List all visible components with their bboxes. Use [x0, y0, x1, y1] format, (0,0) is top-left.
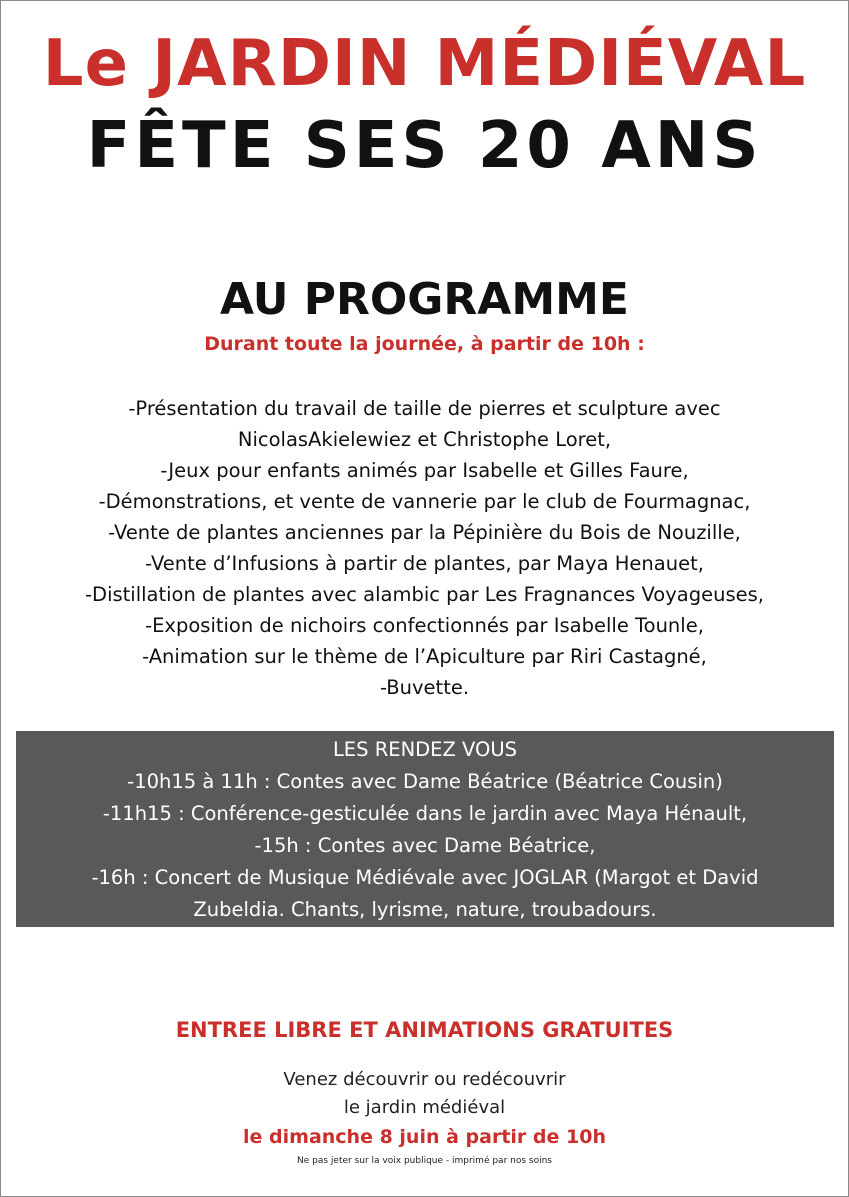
poster-title: Le JARDIN MÉDIÉVAL: [42, 27, 807, 101]
program-item: -Vente d’Infusions à partir de plantes, par Maya Henauet,: [145, 552, 704, 575]
program-item: -Distillation de plantes avec alambic par Les Fragnances Voyageuses,: [85, 583, 764, 606]
invitation-text: [0, 1066, 849, 1122]
program-item: -Démonstrations, et vente de vannerie par le club de Fourmagnac,: [98, 490, 751, 513]
program-item: -Exposition de nichoirs confectionnés par Isabelle Tounle,: [145, 614, 704, 637]
program-item: -Buvette.: [379, 676, 470, 699]
rendezvous-list: [16, 766, 834, 926]
rendezvous-box: [16, 731, 834, 927]
rendezvous-item: -16h : Concert de Musique Médiévale avec JOGLAR (Margot et David: [91, 866, 759, 889]
program-item: -Vente de plantes anciennes par la Pépinière du Bois de Nouzille,: [108, 521, 741, 544]
rendezvous-item: Zubeldia. Chants, lyrisme, nature, troubadours.: [193, 898, 657, 921]
program-item: -Jeux pour enfants animés par Isabelle et Gilles Faure,: [160, 459, 689, 482]
program-list: [0, 393, 849, 703]
program-heading: AU PROGRAMME: [220, 274, 629, 325]
rendezvous-title: LES RENDEZ VOUS: [332, 738, 518, 761]
invitation-line: Venez découvrir ou redécouvrir: [283, 1069, 566, 1090]
rendezvous-item: -15h : Contes avec Dame Béatrice,: [254, 834, 596, 857]
program-subheading: Durant toute la journée, à partir de 10h :: [204, 333, 645, 355]
poster-subtitle: FÊTE SES 20 ANS: [86, 109, 763, 183]
program-item: -Animation sur le thème de l’Apiculture par Riri Castagné,: [142, 645, 707, 668]
free-entry-notice: ENTREE LIBRE ET ANIMATIONS GRATUITES: [175, 1018, 674, 1042]
print-notice: Ne pas jeter sur la voix publique - imprimé par nos soins: [297, 1156, 552, 1166]
rendezvous-item: -11h15 : Conférence-gesticulée dans le jardin avec Maya Hénault,: [102, 802, 748, 825]
program-item: NicolasAkielewiez et Christophe Loret,: [237, 428, 612, 451]
event-date: le dimanche 8 juin à partir de 10h: [243, 1126, 606, 1148]
rendezvous-item: -10h15 à 11h : Contes avec Dame Béatrice (Béatrice Cousin): [127, 770, 723, 793]
invitation-line: le jardin médiéval: [343, 1097, 506, 1118]
program-item: -Présentation du travail de taille de pierres et sculpture avec: [128, 397, 721, 420]
